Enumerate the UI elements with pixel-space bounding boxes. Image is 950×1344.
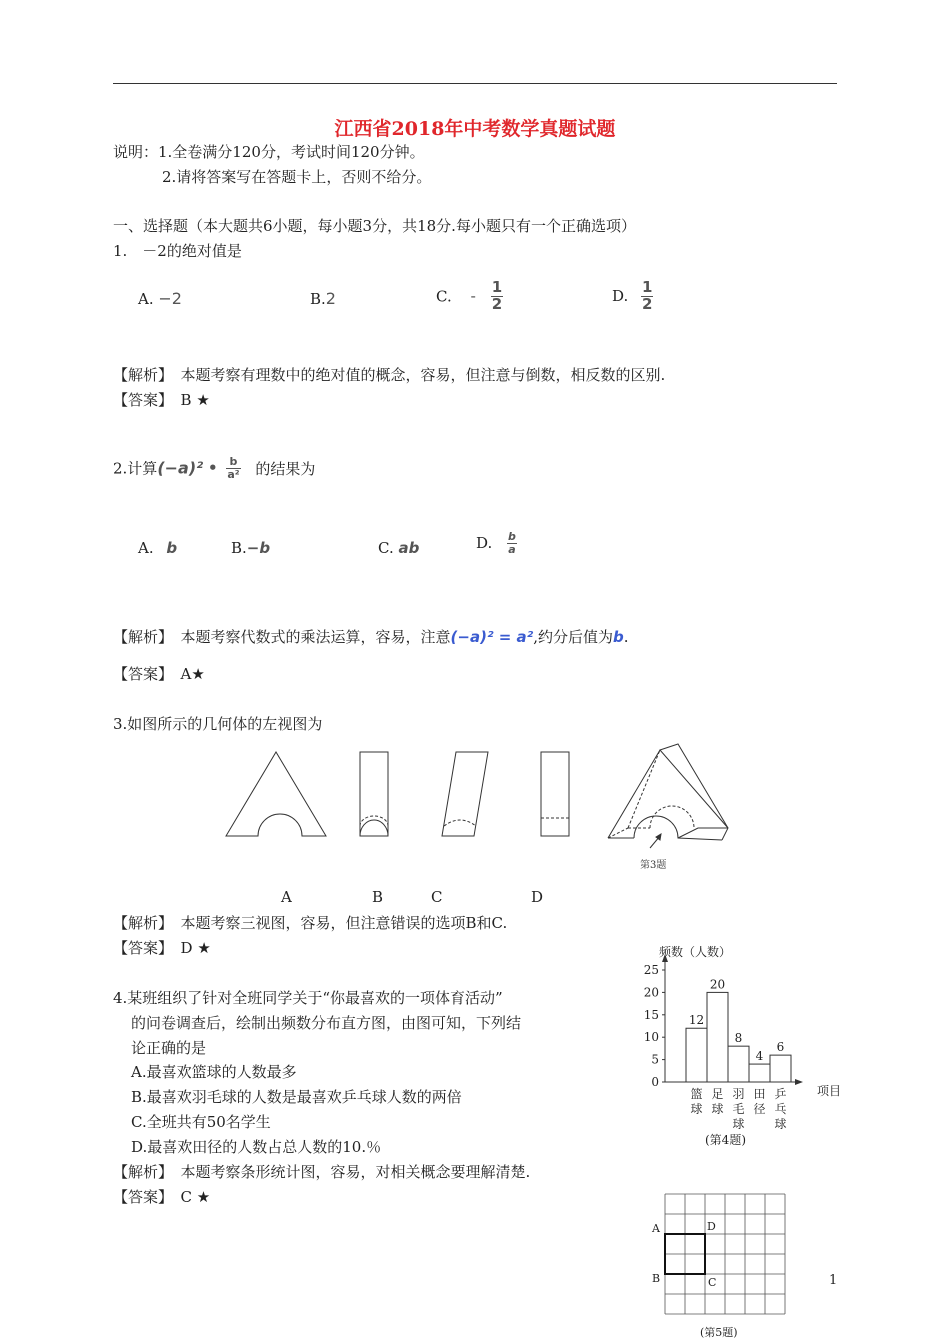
q1-analysis: 【解析】 本题考察有理数中的绝对值的概念，容易，但注意与倒数，相反数的区别. (113, 366, 666, 384)
category-label: 田 (753, 1087, 766, 1101)
q4-stem-line2: 的问卷调查后，绘制出频数分布直方图，由图可知，下列结 (131, 1014, 522, 1032)
category-label: 球 (774, 1117, 787, 1131)
q5-grid-figure (648, 1190, 793, 1340)
q3-label-d: D (531, 888, 544, 906)
q5-label-d: D (707, 1220, 716, 1233)
y-tick-label: 25 (643, 963, 659, 977)
bar (770, 1055, 791, 1082)
q3-fig-caption: 第3题 (640, 860, 667, 871)
q4-stem-line3: 论正确的是 (131, 1039, 207, 1057)
category-label: 球 (690, 1102, 703, 1116)
q3-solid (608, 744, 728, 848)
x-axis-label: 项目 (817, 1084, 842, 1098)
category-label: 足 (711, 1087, 724, 1101)
bar-value-label: 8 (734, 1031, 743, 1046)
y-tick-label: 5 (651, 1052, 659, 1067)
note-line-2: 2.请将答案写在答题卡上，否则不给分。 (162, 168, 432, 186)
q4-answer: 【答案】 C ★ (113, 1188, 211, 1206)
q2-analysis: 【解析】 本题考察代数式的乘法运算，容易，注意(−a)² = a²,约分后值为b. (113, 628, 629, 646)
category-label: 羽 (732, 1087, 745, 1101)
q4-option-c: C.全班共有50名学生 (131, 1113, 271, 1131)
page-title: 江西省2018年中考数学真题试题 (334, 118, 616, 140)
y-tick-label: 0 (651, 1075, 659, 1089)
q2-stem: 2.计算(−a)² • $\frac{b}{\text{a²}}$ 的结果为 (113, 455, 316, 481)
bar (749, 1064, 770, 1082)
page-number: 1 (829, 1273, 838, 1288)
q2-option-d: D. $\frac{b}{a}$ (476, 530, 516, 556)
q5-caption: (第5题) (700, 1326, 738, 1339)
q3-figure-d (541, 752, 569, 836)
q2-option-c: C. ab (378, 539, 420, 557)
q3-figure-a (226, 752, 326, 836)
note-line-1: 说明：1.全卷满分120分，考试时间120分钟。 (113, 143, 425, 161)
category-label: 篮 (690, 1087, 703, 1101)
bar-value-label: 12 (688, 1013, 705, 1028)
q1-option-a: A. −2 (138, 289, 182, 308)
q4-bar-chart (620, 945, 842, 1155)
y-tick-label: 15 (643, 1007, 659, 1022)
section-heading: 一、选择题（本大题共6小题，每小题3分，共18分.每小题只有一个正确选项） (113, 217, 636, 235)
q1-stem: 1. －2的绝对值是 (113, 242, 242, 260)
bar-value-label: 6 (776, 1040, 785, 1055)
q5-label-b: B (652, 1272, 661, 1285)
category-label: 径 (753, 1102, 766, 1116)
q5-label-c: C (708, 1276, 717, 1289)
bar (728, 1046, 749, 1082)
chart-caption: (第4题) (705, 1133, 746, 1147)
q1-option-b: B.2 (310, 289, 336, 308)
q3-figures (220, 738, 740, 878)
category-label: 球 (711, 1102, 724, 1116)
q4-option-d: D.最喜欢田径的人数占总人数的10.％ (131, 1138, 382, 1156)
y-axis-label: 频数（人数） (659, 945, 732, 959)
q2-option-a: A. b (138, 539, 178, 557)
q3-stem: 3.如图所示的几何体的左视图为 (113, 715, 323, 733)
q4-option-b: B.最喜欢羽毛球的人数是最喜欢乒乓球人数的两倍 (131, 1088, 462, 1106)
q1-option-d: D. $\frac{1}{2}$ (612, 278, 653, 313)
q4-option-a: A.最喜欢篮球的人数最多 (131, 1063, 297, 1081)
bar-value-label: 4 (755, 1049, 764, 1064)
q3-figure-c (442, 752, 488, 836)
y-tick-label: 20 (643, 985, 659, 1000)
q5-label-a: A (652, 1222, 660, 1235)
q1-answer: 【答案】 B ★ (113, 391, 210, 409)
x-axis-arrow (795, 1079, 803, 1085)
q4-stem-line1: 4.某班组织了针对全班同学关于“你最喜欢的一项体育活动” (113, 989, 503, 1007)
bar (686, 1028, 707, 1082)
q3-analysis: 【解析】 本题考察三视图，容易，但注意错误的选项B和C. (113, 914, 508, 932)
bar (707, 992, 728, 1082)
y-tick-label: 10 (643, 1030, 659, 1045)
q3-label-c: C (431, 888, 443, 906)
category-label: 乒 (774, 1087, 787, 1101)
q3-figure-b (360, 752, 388, 836)
q2-answer: 【答案】 A★ (113, 665, 205, 683)
q4-analysis: 【解析】 本题考察条形统计图，容易，对相关概念要理解清楚. (113, 1163, 531, 1181)
q3-label-a: A (281, 888, 292, 906)
bar-value-label: 20 (709, 977, 726, 992)
q3-label-b: B (372, 888, 384, 906)
q2-option-b: B.−b (231, 539, 271, 557)
q1-option-c: C. - $\frac{1}{2}$ (436, 278, 503, 313)
category-label: 球 (732, 1117, 745, 1131)
q3-answer: 【答案】 D ★ (113, 939, 211, 957)
category-label: 毛 (732, 1102, 745, 1116)
header-rule (113, 83, 837, 84)
category-label: 乓 (774, 1102, 787, 1116)
